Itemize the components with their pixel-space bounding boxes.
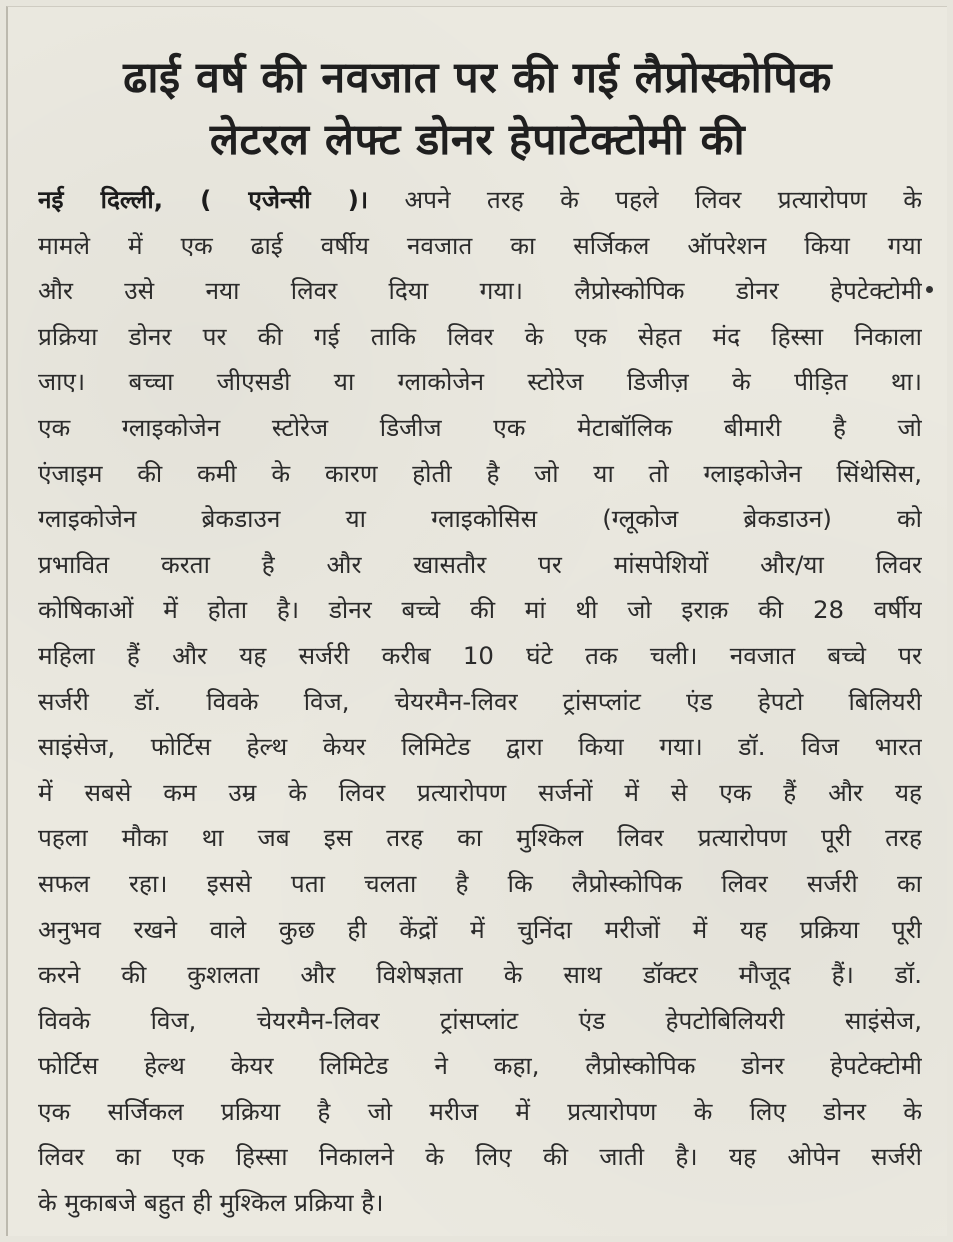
body-line: अनुभव रखने वाले कुछ ही केंद्रों में चुनिंदा मरीजों में यह प्रक्रिया पूरी <box>38 914 922 944</box>
body-line: एक ग्लाइकोजेन स्टोरेज डिजीज एक मेटाबॉलिक बीमारी है जो <box>38 412 922 442</box>
body-line: और उसे नया लिवर दिया गया। लैप्रोस्कोपिक डोनर हेपटेक्टोमी <box>38 276 922 306</box>
body-line: प्रभावित करता है और खासतौर पर मांसपेशियों और/या लिवर <box>38 549 922 579</box>
headline-line-2: लेटरल लेफ्ट डोनर हेपाटेक्टोमी की <box>209 115 746 165</box>
headline-line-1: ढाई वर्ष की नवजात पर की गई लैप्रोस्कोपिक <box>123 53 832 103</box>
body-line: प्रक्रिया डोनर पर की गई ताकि लिवर के एक सेहत मंद हिस्सा निकाला <box>38 321 922 351</box>
body-line: सर्जरी डॉ. विवके विज, चेयरमैन-लिवर ट्रांसप्लांट एंड हेपटो बिलियरी <box>38 686 922 716</box>
body-line: ग्लाइकोजेन ब्रेकडाउन या ग्लाइकोसिस (ग्लूकोज ब्रेकडाउन) को <box>38 504 922 534</box>
body-line: करने की कुशलता और विशेषज्ञता के साथ डॉक्टर मौजूद हैं। डॉ. <box>38 960 922 990</box>
body-line: कोषिकाओं में होता है। डोनर बच्चे की मां थी जो इराक़ की 28 वर्षीय <box>38 595 922 625</box>
body-line: एंजाइम की कमी के कारण होती है जो या तो ग्लाइकोजेन सिंथेसिस, <box>38 458 922 488</box>
newspaper-clipping <box>6 6 947 1236</box>
article-headline <box>22 47 933 171</box>
body-line: पहला मौका था जब इस तरह का मुश्किल लिवर प्रत्यारोपण पूरी तरह <box>38 823 922 853</box>
body-line-last: के मुकाबजे बहुत ही मुश्किल प्रक्रिया है। <box>38 1188 384 1218</box>
margin-dot <box>926 286 933 293</box>
article-body <box>38 177 922 1226</box>
body-line <box>38 177 922 223</box>
body-line: फोर्टिस हेल्थ केयर लिमिटेड ने कहा, लैप्रोस्कोपिक डोनर हेपटेक्टोमी <box>38 1051 922 1081</box>
body-line: सफल रहा। इससे पता चलता है कि लैप्रोस्कोपिक लिवर सर्जरी का <box>38 868 922 898</box>
dateline: नई दिल्ली, ( एजेन्सी )। <box>38 185 369 214</box>
body-line: में सबसे कम उम्र के लिवर प्रत्यारोपण सर्जनों में से एक हैं और यह <box>38 777 922 807</box>
body-line-text: अपने तरह के पहले लिवर प्रत्यारोपण के <box>368 185 922 214</box>
body-line: विवके विज, चेयरमैन-लिवर ट्रांसप्लांट एंड हेपटोबिलियरी साइंसेज, <box>38 1005 922 1035</box>
body-line: एक सर्जिकल प्रक्रिया है जो मरीज में प्रत्यारोपण के लिए डोनर के <box>38 1096 922 1126</box>
body-line: मामले में एक ढाई वर्षीय नवजात का सर्जिकल ऑपरेशन किया गया <box>38 230 922 260</box>
body-line: महिला हैं और यह सर्जरी करीब 10 घंटे तक चली। नवजात बच्चे पर <box>38 640 922 670</box>
body-line: साइंसेज, फोर्टिस हेल्थ केयर लिमिटेड द्वारा किया गया। डॉ. विज भारत <box>38 732 922 762</box>
body-line: जाए। बच्चा जीएसडी या ग्लाकोजेन स्टोरेज डिजीज़ के पीड़ित था। <box>38 367 922 397</box>
body-line: लिवर का एक हिस्सा निकालने के लिए की जाती है। यह ओपेन सर्जरी <box>38 1142 922 1172</box>
